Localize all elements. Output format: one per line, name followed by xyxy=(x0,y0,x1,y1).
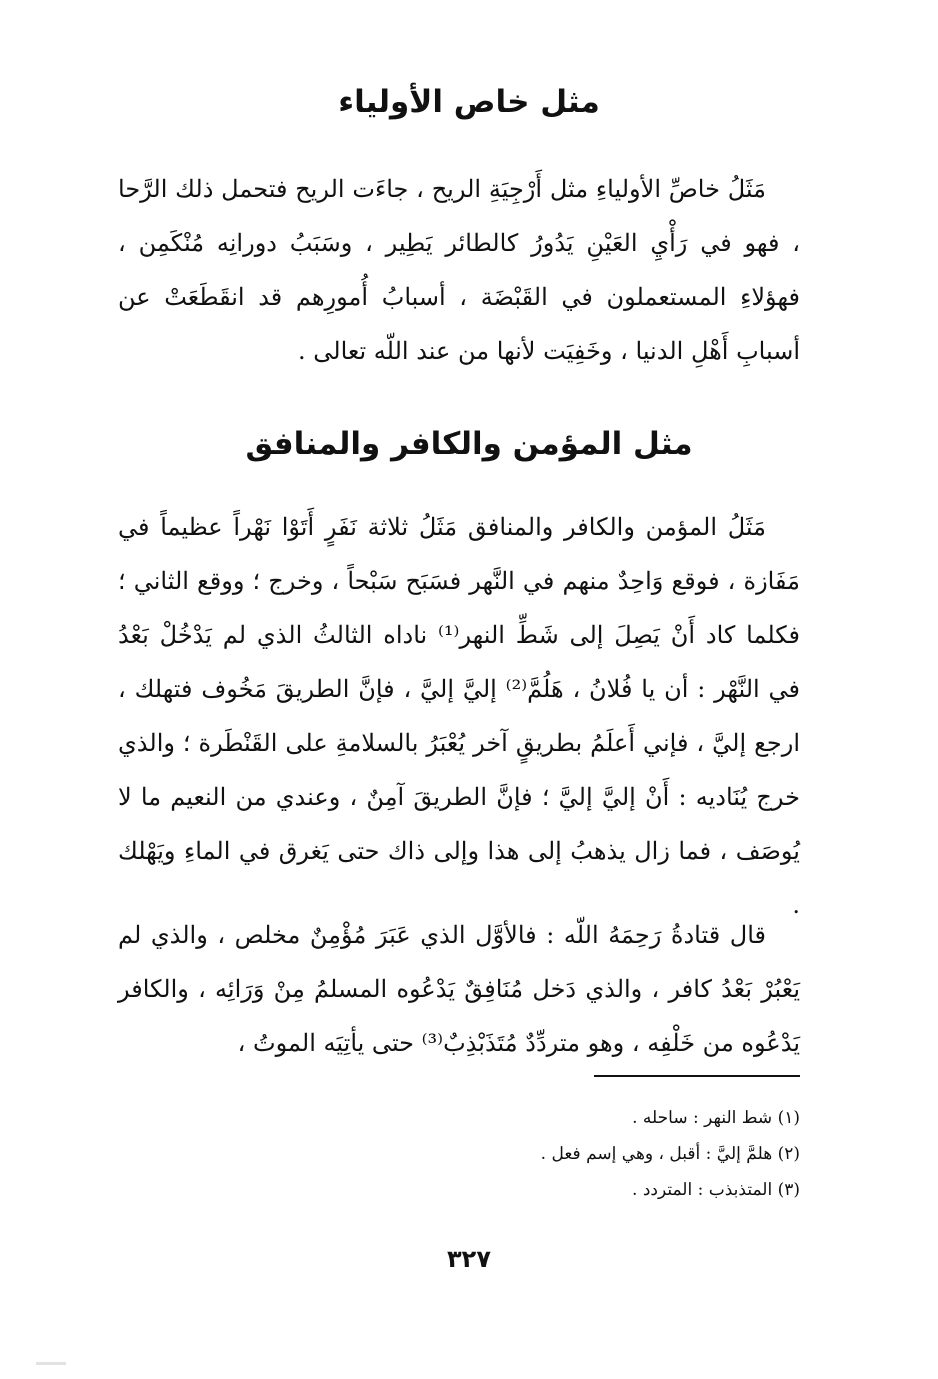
footnote-2: (٢) هلمَّ إليَّ : أقبل ، وهي إسم فعل . xyxy=(540,1144,800,1164)
footnote-divider xyxy=(594,1075,800,1077)
page-number: ٣٢٧ xyxy=(447,1245,491,1273)
paragraph-qatada xyxy=(118,908,800,1070)
paragraph-believer-text: مَثَلُ المؤمن والكافر والمنافق مَثَلُ ثلاثة نَفَرٍ أَتَوْا نَهْراً عظيماً في مَفَازة ، فوقع وَاحِدٌ منهم في النَّهر فسَبَح سَبْحاً ، وخرج ؛ ووقع الثاني ؛ فكلما كاد أَنْ يَصِلَ إلى شَطِّ النهر⁽¹⁾ ناداه الثالثُ الذي لم يَدْخُلْ بَعْدُ في النَّهْر : أن يا فُلانُ ، هَلُمَّ⁽²⁾ إليَّ إليَّ ، فإنَّ الطريقَ مَخُوف فتهلك ، ارجع إليَّ ، فإني أَعلَمُ بطريقٍ آخر يُعْبَرُ بالسلامةِ على القَنْطَرة ؛ والذي خرج يُنَاديه : أَنْ إليَّ إليَّ ؛ فإنَّ الطريقَ آمِنٌ ، وعندي من النعيم ما لا يُوصَف ، فما زال يذهبُ إلى هذا وإلى ذاك حتى يَغرق في الماءِ ويَهْلك . xyxy=(118,513,800,919)
section-heading-believer: مثل المؤمن والكافر والمنافق xyxy=(245,426,693,462)
paragraph-believer-parable xyxy=(118,500,800,932)
footnote-3: (٣) المتذبذب : المتردد . xyxy=(632,1180,800,1200)
paragraph-awliya xyxy=(118,162,800,378)
paragraph-qatada-text: قال قتادةُ رَحِمَهُ اللّه : فالأوَّل الذي عَبَرَ مُؤْمِنٌ مخلص ، والذي لم يَعْبُرْ بَعْدُ كافر ، والذي دَخل مُنَافِقٌ يَدْعُوه المسلمُ مِنْ وَرَائِه ، والكافر يَدْعُوه من خَلْفِه ، وهو متردِّدٌ مُتَذَبْذِبٌ⁽³⁾ حتى يأتِيَه الموتُ ، xyxy=(118,921,800,1057)
section-heading-awliya: مثل خاص الأولياء xyxy=(338,84,600,120)
footnote-1: (١) شط النهر : ساحله . xyxy=(632,1108,800,1128)
footnotes-list xyxy=(118,1100,800,1208)
scan-speck xyxy=(36,1362,66,1365)
paragraph-awliya-text: مَثَلُ خاصِّ الأولياءِ مثل أَرْجِيَةِ الريح ، جاءَت الريح فتحمل ذلك الرَّحا ، فهو في رَأْيِ العَيْنِ يَدُورُ كالطائر يَطِير ، وسَبَبُ دورانِه مُنْكَمِن ، فهؤلاءِ المستعملون في القَبْضَة ، أسبابُ أُمورِهم قد انقَطَعَتْ عن أسبابِ أَهْلِ الدنيا ، وخَفِيَت لأنها من عند اللّه تعالى . xyxy=(118,175,800,365)
